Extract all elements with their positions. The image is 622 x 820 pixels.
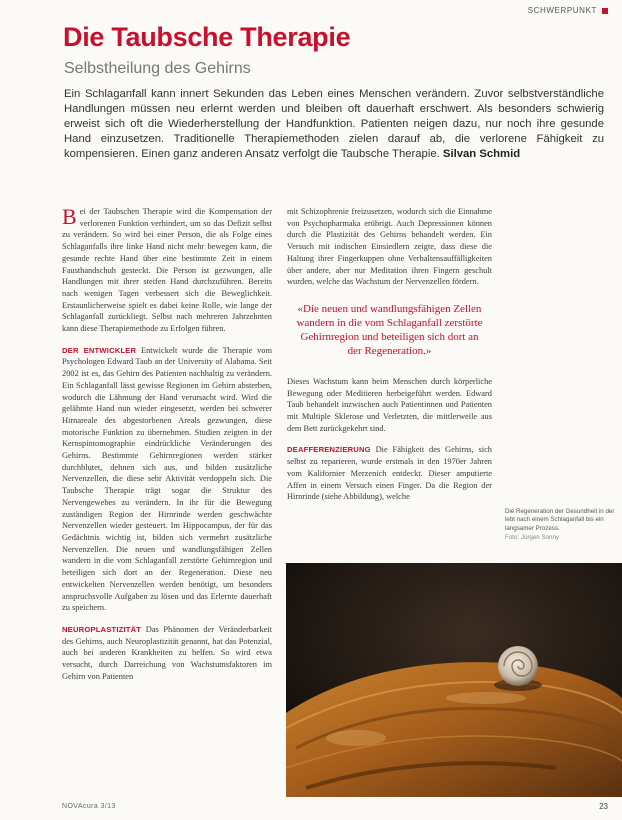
middle-paragraph-1: mit Schizophrenie freizusetzen, wodurch sich die Einnahme von Psychopharmaka erübrigt. Auch Depressionen können durch die Plastizität des Gehirns behandelt werden. Ein Versuch mit indischen Einsiedlern zeigte, dass diese die Haltung ihrer Fingerkuppen ohne Verhaltensauffälligkeiten über andere, aber nur Meditation ihren Fingern geschult wurden, welche das Wachstum der Nervenzellen fördern. bbox=[287, 207, 492, 287]
photo-caption bbox=[505, 508, 617, 543]
drop-cap: B bbox=[62, 204, 77, 229]
deafferentation-text: Die Fähigkeit des Gehirns, sich selbst zu reparieren, wurde erstmals in den 1970er Jahren vom Kalifornier Merzenich entdeckt. Dieser amputierte Affen in einem Versuch einen Finger. Da die Region der Hirnrinde (siehe Abbildung), welche bbox=[287, 445, 492, 502]
page-title: Die Taubsche Therapie bbox=[63, 22, 351, 52]
developer-text: Entwickelt wurde die Therapie vom Psychologen Edward Taub an der University of Alabama. Seit 2002 ist es, das Gehirn des Patienten nachhaltig zu verändern. Ein Schlaganfall lässt gewisse Regionen im Gehirn absterben, wodurch die Lähmung der Hand verursacht wird. Wird die gelähmte Hand nun wieder eingesetzt, werden bei schwerer Hirnareale des abgestorbenen Areals gezwungen, diese motorische Funktion zu übernehmen. Studien zeigten in der Kernspintomographie eindrückliche Veränderungen des Gehirns. Bestimmte Gehirnregionen werden stärker durchblutet, dehnen sich aus, und bilden zusätzliche Nervenzellen, die diese sehr Aktivität verdoppeln sich. Die Taubsche Therapie trägt sogar die Struktur des Nervengewebes zu verändern. In ihr für die Bewegung zuständigen Region der Hirnrinde werden geschwächte Nervenzellen wieder gesteuert. Im Hippocampus, der für das Gedächtnis wichtig ist, bilden sich vermehrt zusätzliche Nervenzellen. Die neuen und wandlungsfähigen Zellen wandern in die vom Schlaganfall zerstörte Gehirnregion und beteiligen sich dort an der Regeneration. Diese neu entwickelten Nervenzellen werden benötigt, um besonders anspruchsvolle Aufgaben zu lösen und das Erlernte dauerhaft zu speichern. bbox=[62, 345, 272, 613]
intro-text: ei der Taubschen Therapie wird die Kompensation der verlorenen Funktion verhindert, um so das Defizit selbst zu verändern. So wird bei einer Person, die als Folge eines Schlaganfalls ihre linke Hand nicht mehr bewegen kann, die gesunde rechte Hand über eine bestimmte Zeit in einem Fausthandschuh gesteckt. Die Person ist gezwungen, alle Handlungen mit ihrer steifen Hand durchzuführen. Bereits nach wenigen Tagen verbessert sich die Beweglichkeit. Erstaunlicherweise spielt es dabei keine Rolle, wie lange der Schlaganfall zurückliegt. Selbst nach mehreren Jahrzehnten kann diese Therapiemethode zu Erfolgen führen. bbox=[62, 207, 272, 334]
section-marker-icon bbox=[602, 8, 608, 14]
lead-paragraph bbox=[64, 87, 604, 162]
snail-photo bbox=[286, 563, 622, 797]
keyword-developer: DER ENTWICKLER bbox=[62, 345, 137, 355]
lead-text: Ein Schlaganfall kann innert Sekunden das Leben eines Menschen verändern. Zuvor selbstverständliche Handlungen müssen neu erlernt werden und bleiben oft dauerhaft erschwert. Als besonders schwierig erweist sich oft die Wiederherstellung der Handfunktion. Patienten neigen dazu, nur noch ihre gesunde Hand einzusetzen. Traditionelle Therapiemethoden zielen darauf ab, die verlorene Fähigkeit zu kompensieren. Einen ganz anderen Ansatz verfolgt die Taubsche Therapie. bbox=[64, 88, 604, 160]
intro-paragraph bbox=[62, 206, 272, 335]
middle-paragraph-2: Dieses Wachstum kann beim Menschen durch körperliche Bewegung oder Meditieren herbeigeführt werden. Edward Taub behandelt inzwischen auch Patientinnen und Patienten mit Multiple Sklerose und Verletzten, die mittlerweile aus dem Bett zurückgekehrt sind. bbox=[287, 376, 492, 433]
footer-issue: NOVAcura 3/13 bbox=[62, 803, 116, 810]
author-name: Silvan Schmid bbox=[442, 148, 521, 160]
page-number: 23 bbox=[599, 802, 608, 811]
deafferentation-paragraph bbox=[287, 444, 492, 503]
photo-credit: Foto: Jürgen Sonny bbox=[505, 534, 560, 542]
left-column bbox=[62, 206, 272, 692]
snail-on-wood-image bbox=[286, 563, 622, 797]
section-label: SCHWERPUNKT bbox=[527, 6, 597, 15]
neuroplasticity-paragraph bbox=[62, 624, 272, 683]
keyword-neuroplasticity: NEUROPLASTIZITÄT bbox=[62, 624, 142, 634]
pull-quote: «Die neuen und wandlungsfähigen Zellen wandern in die vom Schlaganfall zerstörte Gehirnregion und beteiligen sich dort an der Regeneration.» bbox=[296, 302, 483, 357]
middle-column bbox=[287, 206, 492, 513]
keyword-deafferentation: DEAFFERENZIERUNG bbox=[287, 445, 371, 455]
page-subtitle: Selbstheilung des Gehirns bbox=[64, 60, 251, 77]
neuroplasticity-text: Das Phänomen der Veränderbarkeit des Gehirns, auch Neuroplastizität genannt, hat das Potenzial, auch bei anderen Krankheiten zu helfen. So wird etwa versucht, durch Darreichung von Wachstumsfaktoren im Gehirn von Patienten bbox=[62, 624, 273, 681]
section-tag bbox=[528, 6, 608, 15]
developer-paragraph bbox=[62, 345, 272, 614]
caption-text: Die Regeneration der Gesundheit in der lebt nach einem Schlaganfall bis ein langsamer Prozess. bbox=[505, 508, 615, 532]
